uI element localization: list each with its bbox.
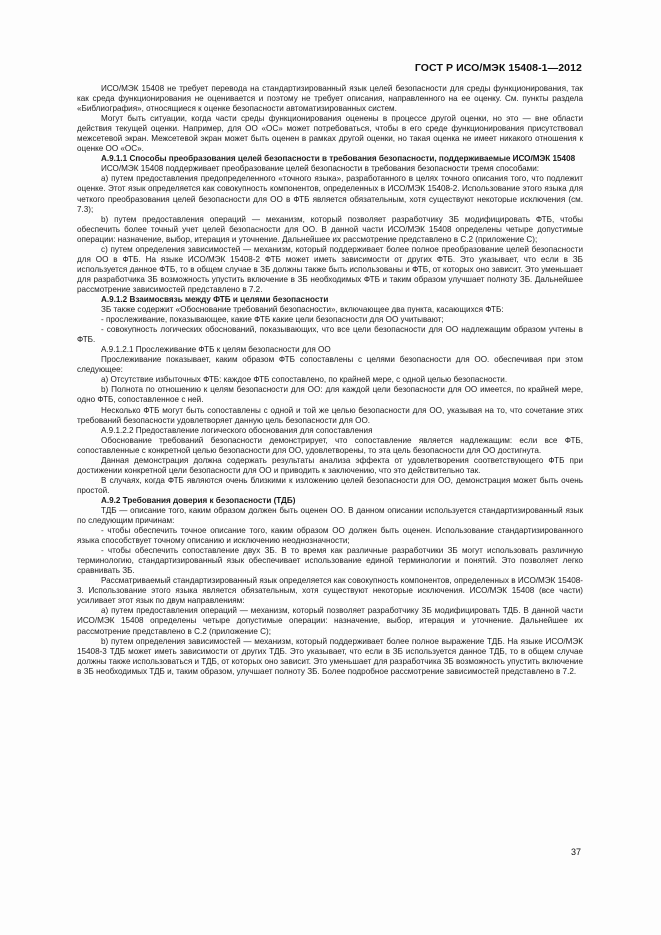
paragraph: ИСО/МЭК 15408 поддерживает преобразование целей безопасности в требования безопасности тремя способами:: [101, 164, 539, 174]
page-header: ГОСТ Р ИСО/МЭК 15408-1—2012: [414, 62, 582, 74]
paragraph: ИСО/МЭК 15408 не требует перевода на стандартизированный язык целей безопасности для среды функционирования, так как среда функционирования не оценивается и поэтому не требует описания, направленного на ее оценку. См. пункты раздела «Библиография», относящиеся к оценке безопасности автоматизированных систем.: [77, 84, 583, 114]
document-body: [77, 84, 583, 677]
paragraph: Прослеживание показывает, каким образом ФТБ сопоставлены с целями безопасности для ОО. обеспечивая при этом следующее:: [77, 355, 583, 375]
subsection-title: А.9.1.2.1 Прослеживание ФТБ к целям безопасности для ОО: [101, 345, 331, 355]
list-item: - прослеживание, показывающее, какие ФТБ какие цели безопасности для ОО учитывают;: [101, 315, 444, 325]
list-item: b) Полнота по отношению к целям безопасности для ОО: для каждой цели безопасности для ОО имеется, по крайней мере, одно ФТБ, сопоставленное с ней.: [77, 385, 583, 405]
page-number: 37: [570, 847, 581, 857]
paragraph: Несколько ФТБ могут быть сопоставлены с одной и той же целью безопасности для ОО, указывая на то, что сочетание этих требований безопасности удовлетворяет данную цель безопасности для ОО.: [77, 405, 583, 425]
list-item: а) Отсутствие избыточных ФТБ: каждое ФТБ сопоставлено, по крайней мере, с одной целью безопасности.: [101, 375, 508, 385]
paragraph: Рассматриваемый стандартизированный язык определяется как совокупность компонентов, определенных в ИСО/МЭК 15408-3. Использование этого языка является обязательным, хотя существуют некоторые исключения. ИСО/МЭК 15408 (все части) усиливает этот язык по двум направлениям:: [77, 576, 583, 606]
list-item: b) путем определения зависимостей — механизм, который поддерживает более полное выражение ТДБ. На языке ИСО/МЭК 15408-3 ТДБ может иметь зависимости от других ТДБ. Это указывает, что если в ЗБ используется данное ТДБ, то в общем случае должны также использоваться и ТДБ, от которых оно зависит. Это уменьшает для разработчика ЗБ возможность упустить включение в ЗБ необходимых ТДБ и, таким образом, улучшает полноту ЗБ. Более подробное рассмотрение зависимостей представлено в 7.2.: [77, 636, 583, 676]
paragraph: ЗБ также содержит «Обоснование требований безопасности», включающее два пункта, касающихся ФТБ:: [101, 305, 504, 315]
list-item: - чтобы обеспечить сопоставление двух ЗБ. В то время как различные разработчики ЗБ могут использовать различную терминологию, стандартизированный язык обеспечивает использование единой терминологии и понятий. Это позволяет легко сравнивать ЗБ.: [77, 546, 583, 576]
list-item: - чтобы обеспечить точное описание того, каким образом ОО должен быть оценен. Использование стандартизированного языка способствует точному описанию и исключению неоднозначности;: [77, 526, 583, 546]
paragraph: Данная демонстрация должна содержать результаты анализа эффекта от удовлетворения соответствующего ФТБ при достижении конкретной цели безопасности для ОО и приводить к заключению, что это действительно так.: [77, 455, 583, 475]
list-item: а) путем предоставления операций — механизм, который позволяет разработчику ЗБ модифицировать ТДБ. В данной части ИСО/МЭК 15408 определены четыре допустимые операции: назначение, выбор, итерация и уточнение. Дальнейшее их рассмотрение представлено в С.2 (приложение С);: [77, 606, 583, 636]
paragraph: Могут быть ситуации, когда части среды функционирования оценены в процессе другой оценки, но это — вне области действия текущей оценки. Например, для ОО «ОС» может потребоваться, чтобы в его среде функционирования присутствовал межсетевой экран. Межсетевой экран может быть оценен в рамках другой оценки, но такая оценка не имеет никакого отношения к оценке ОО «ОС».: [77, 114, 583, 154]
list-item: а) путем предоставления предопределенного «точного языка», разработанного в целях точного описания того, что подлежит оценке. Этот язык определяется как совокупность компонентов, определенных в ИСО/МЭК 15408-2. Использование этого языка для четкого преобразования целей безопасности для ОО в ФТБ является обязательным, хотя существуют некоторые исключения (см. 7.3);: [77, 174, 583, 214]
list-item: b) путем предоставления операций — механизм, который позволяет разработчику ЗБ модифицировать ФТБ, чтобы обеспечить более точный учет целей безопасности для ОО. В данной части ИСО/МЭК 15408 определены четыре допустимые операции: назначение, выбор, итерация и уточнение. Дальнейшее их рассмотрение представлено в С.2 (приложение С);: [77, 214, 583, 244]
list-item: с) путем определения зависимостей — механизм, который поддерживает более полное преобразование целей безопасности для ОО в ФТБ. На языке ИСО/МЭК 15408-2 ФТБ может иметь зависимости от других ФТБ. Это указывает, что если в ЗБ используется данное ФТБ, то в общем случае в ЗБ должны также быть использованы и ФТБ, от которых оно зависит. Это уменьшает для разработчика ЗБ возможность упустить включение в ЗБ необходимых ФТБ и таким образом улучшает полноту ЗБ. Дальнейшее рассмотрение зависимостей представлено в 7.2.: [77, 244, 583, 294]
paragraph: Обоснование требований безопасности демонстрирует, что сопоставление является надлежащим: если все ФТБ, сопоставленные с конкретной целью безопасности для ОО, удовлетворены, то эта цель безопасности для ОО достигнута.: [77, 435, 583, 455]
paragraph: ТДБ — описание того, каким образом должен быть оценен ОО. В данном описании используется стандартизированный язык по следующим причинам:: [77, 505, 583, 526]
list-item: - совокупность логических обоснований, показывающих, что все цели безопасности для ОО надлежащим образом учтены в ФТБ.: [77, 325, 583, 345]
subsection-title: А.9.1.2.2 Предоставление логического обоснования для сопоставления: [101, 425, 373, 435]
paragraph: В случаях, когда ФТБ являются очень близкими к изложению целей безопасности для ОО, демонстрация может быть очень простой.: [77, 475, 583, 495]
section-heading: А.9.1.2 Взаимосвязь между ФТБ и целями безопасности: [101, 294, 329, 304]
section-heading: А.9.2 Требования доверия к безопасности (ТДБ): [101, 495, 296, 505]
section-heading: А.9.1.1 Способы преобразования целей безопасности в требования безопасности, поддерживаемые ИСО/МЭК 15408: [101, 154, 576, 164]
